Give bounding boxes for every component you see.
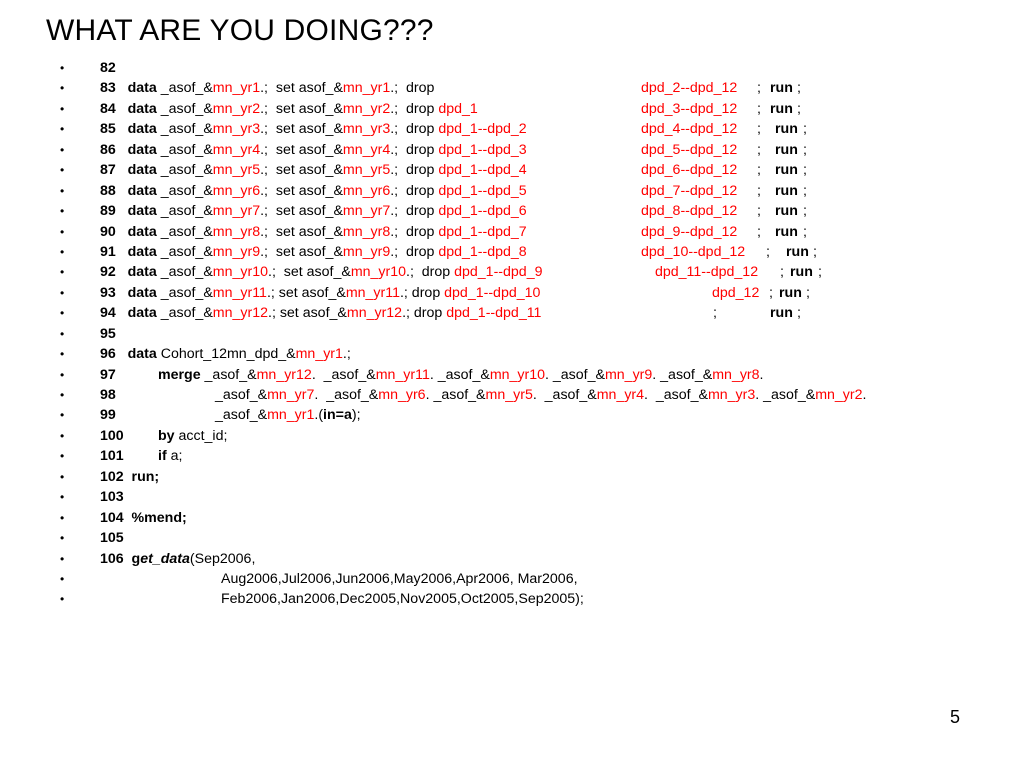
code-line xyxy=(0,222,1024,242)
bullet-icon: • xyxy=(60,490,65,505)
code-token: mn_yr8 xyxy=(712,366,760,383)
code-token: .; set asof_& xyxy=(260,182,343,199)
code-token: _asof_& xyxy=(156,305,213,322)
code-token: 88 xyxy=(100,182,128,199)
code-token: dpd_1--dpd_11 xyxy=(446,305,542,322)
code-token: .; drop xyxy=(390,141,439,158)
bullet-icon: • xyxy=(60,306,65,321)
code-token: data xyxy=(127,223,157,240)
code-token: dpd_1--dpd_6 xyxy=(438,203,527,220)
code-token: . _asof_& xyxy=(644,387,708,403)
code-token: .; drop xyxy=(390,162,439,179)
code-token: .; xyxy=(342,346,351,363)
code-token: 105 xyxy=(100,530,124,547)
code-line xyxy=(0,446,1024,466)
bullet-icon: • xyxy=(60,469,65,484)
code-token: data xyxy=(127,284,157,301)
code-token: mn_yr9 xyxy=(342,243,391,260)
code-token: 86 xyxy=(100,141,128,158)
code-token: mn_yr11 xyxy=(212,284,267,301)
code-token: .; drop xyxy=(399,284,445,301)
code-token: _asof_& xyxy=(215,387,268,403)
code-token: dpd_9--dpd_12 xyxy=(641,223,738,240)
code-line xyxy=(0,78,1024,98)
code-token: mn_yr5 xyxy=(212,162,261,179)
code-token: dpd_1--dpd_5 xyxy=(438,182,527,199)
code-line xyxy=(0,385,1024,405)
code-token: mn_yr1 xyxy=(267,407,315,424)
bullet-icon: • xyxy=(60,408,65,423)
bullet-icon: • xyxy=(60,163,65,178)
bullet-icon: • xyxy=(60,592,65,607)
code-token: dpd_6--dpd_12 xyxy=(641,162,738,179)
code-token: mn_yr7 xyxy=(267,387,315,403)
code-token: mn_yr5 xyxy=(342,162,391,179)
code-token: 98 xyxy=(100,387,116,403)
code-token: a; xyxy=(166,448,183,465)
code-token: run xyxy=(775,141,798,158)
code-token: dpd_10--dpd_12 xyxy=(641,243,746,260)
code-token: run xyxy=(775,121,798,138)
bullet-icon: • xyxy=(60,101,65,116)
code-token: mn_yr1 xyxy=(212,80,261,97)
code-token: mn_yr5 xyxy=(485,387,533,403)
code-token: mn_yr10 xyxy=(350,264,407,281)
code-token: ; xyxy=(818,264,822,281)
code-token: 83 xyxy=(100,80,128,97)
code-token: 82 xyxy=(100,60,116,76)
code-token: ; xyxy=(757,162,773,179)
code-token: 93 xyxy=(100,284,128,301)
bullet-icon: • xyxy=(60,285,65,300)
code-token: ; xyxy=(713,305,717,322)
code-token: dpd_11--dpd_12 xyxy=(655,264,759,281)
code-token: _asof_& xyxy=(200,366,257,383)
code-token: ; xyxy=(757,80,769,97)
code-token: _asof_& xyxy=(156,203,213,220)
code-token: 97 xyxy=(100,366,116,383)
code-token: mn_yr8 xyxy=(342,223,391,240)
code-line xyxy=(0,508,1024,528)
code-token: .; set asof_& xyxy=(260,141,343,158)
code-line xyxy=(0,324,1024,344)
code-line xyxy=(0,589,1024,609)
code-line xyxy=(0,487,1024,507)
code-token: 85 xyxy=(100,121,128,138)
code-token: data xyxy=(127,141,157,158)
code-token: .; set asof_& xyxy=(260,223,343,240)
code-token: data xyxy=(127,346,157,363)
code-token: Aug2006,Jul2006,Jun2006,May2006,Apr2006, Mar2006, xyxy=(221,570,578,587)
code-token: .; drop xyxy=(390,100,439,117)
bullet-icon: • xyxy=(60,204,65,219)
code-token: _asof_& xyxy=(156,223,213,240)
code-token: ; xyxy=(813,243,817,260)
bullet-icon: • xyxy=(60,347,65,362)
code-token: mn_yr8 xyxy=(212,223,261,240)
code-token: et_data xyxy=(140,550,190,567)
bullet-icon: • xyxy=(60,224,65,239)
code-token: ; xyxy=(757,121,773,138)
code-token: mn_yr6 xyxy=(378,387,426,403)
code-token: 106 g xyxy=(100,550,141,567)
code-token: in=a xyxy=(323,407,352,424)
code-token: .; set asof_& xyxy=(260,203,343,220)
code-token: mn_yr9 xyxy=(604,366,653,383)
code-token: ; xyxy=(797,80,801,97)
code-token: ; xyxy=(806,284,810,301)
bullet-icon: • xyxy=(60,428,65,443)
code-line xyxy=(0,262,1024,282)
bullet-icon: • xyxy=(60,388,65,402)
code-token: 103 xyxy=(100,489,124,506)
code-token: data xyxy=(127,182,157,199)
code-token: . _asof_& xyxy=(314,387,379,403)
code-line xyxy=(0,119,1024,139)
code-token: dpd_1--dpd_10 xyxy=(444,284,541,301)
code-token: dpd_4--dpd_12 xyxy=(641,121,738,138)
code-token: .; drop xyxy=(406,264,455,281)
code-line xyxy=(0,242,1024,262)
code-token: ; xyxy=(757,141,773,158)
code-token: .; set asof_& xyxy=(260,162,343,179)
code-line xyxy=(0,405,1024,425)
code-token: .; set asof_& xyxy=(268,305,347,322)
code-token: dpd_1--dpd_7 xyxy=(438,223,527,240)
code-token: ; xyxy=(797,305,801,322)
code-token: data xyxy=(127,80,157,97)
code-token: . _asof_& xyxy=(652,366,713,383)
code-token: mn_yr4 xyxy=(596,387,645,403)
code-token: 94 xyxy=(100,305,128,322)
code-token: ; xyxy=(803,162,807,179)
bullet-icon: • xyxy=(60,326,65,341)
code-token: data xyxy=(127,264,157,281)
code-token: 102 run; xyxy=(100,468,160,485)
code-token: dpd_1 xyxy=(438,100,478,117)
code-token: dpd_7--dpd_12 xyxy=(641,182,738,199)
code-token: mn_yr10 xyxy=(489,366,546,383)
code-token: run xyxy=(770,305,793,322)
code-token: .; drop xyxy=(390,203,439,220)
code-token: _asof_& xyxy=(156,284,213,301)
code-token: .; set asof_& xyxy=(266,284,346,301)
code-token: . _asof_& xyxy=(755,387,816,403)
code-token: .; drop xyxy=(390,80,435,97)
code-token: . _asof_& xyxy=(532,387,597,403)
code-token: mn_yr6 xyxy=(212,182,261,199)
code-token: _asof_& xyxy=(156,243,213,260)
code-token: . xyxy=(862,387,867,403)
bullet-icon: • xyxy=(60,61,65,75)
code-token: dpd_8--dpd_12 xyxy=(641,203,738,220)
code-token: run xyxy=(775,162,798,179)
code-token: by xyxy=(158,427,175,444)
code-line xyxy=(0,181,1024,201)
code-token: ; xyxy=(769,284,777,301)
code-token: Cohort_12mn_dpd_& xyxy=(156,346,296,363)
bullet-icon: • xyxy=(60,81,65,96)
code-token: 100 xyxy=(100,427,124,444)
code-token: if xyxy=(158,448,167,465)
code-token: mn_yr12 xyxy=(212,305,268,322)
code-token: mn_yr2 xyxy=(212,100,261,117)
code-token: run xyxy=(775,182,798,199)
code-line xyxy=(0,303,1024,323)
code-token: .( xyxy=(314,407,324,424)
code-token: dpd_2--dpd_12 xyxy=(641,80,738,97)
bullet-icon: • xyxy=(60,265,65,280)
code-token: .; set asof_& xyxy=(260,80,343,97)
code-token: dpd_1--dpd_4 xyxy=(438,162,527,179)
code-token: data xyxy=(127,162,157,179)
code-token: _asof_& xyxy=(215,407,268,424)
code-token: mn_yr3 xyxy=(707,387,756,403)
code-line xyxy=(0,365,1024,385)
code-token: 92 xyxy=(100,264,128,281)
code-token: .; set asof_& xyxy=(260,121,343,138)
code-token: mn_yr2 xyxy=(342,100,391,117)
code-listing xyxy=(0,58,1024,610)
code-token: 87 xyxy=(100,162,128,179)
bullet-icon: • xyxy=(60,183,65,198)
code-token: 90 xyxy=(100,223,128,240)
code-token: ; xyxy=(797,100,801,117)
code-token: ; xyxy=(766,243,782,260)
code-token: .; set asof_& xyxy=(260,243,343,260)
code-line xyxy=(0,140,1024,160)
code-token: dpd_1--dpd_8 xyxy=(438,243,527,260)
code-token: dpd_12 xyxy=(712,284,760,301)
code-token: 96 xyxy=(100,346,128,363)
code-token: _asof_& xyxy=(156,182,213,199)
code-token: .; drop xyxy=(390,243,439,260)
code-token: ; xyxy=(757,100,769,117)
code-line xyxy=(0,58,1024,78)
code-token: .; set asof_& xyxy=(268,264,351,281)
code-token: .; drop xyxy=(390,223,439,240)
code-token: data xyxy=(127,305,157,322)
code-token: _asof_& xyxy=(156,100,213,117)
bullet-icon: • xyxy=(60,449,65,464)
code-line xyxy=(0,201,1024,221)
code-token: mn_yr9 xyxy=(212,243,261,260)
code-token: Feb2006,Jan2006,Dec2005,Nov2005,Oct2005,Sep2005); xyxy=(221,591,584,608)
code-token: mn_yr10 xyxy=(212,264,268,281)
code-token: _asof_& xyxy=(156,264,213,281)
code-token: data xyxy=(127,121,157,138)
code-line xyxy=(0,569,1024,589)
code-token: .; drop xyxy=(390,121,439,138)
code-token: dpd_1--dpd_2 xyxy=(438,121,527,138)
code-token: mn_yr7 xyxy=(342,203,391,220)
code-token: ; xyxy=(757,182,773,199)
code-token: data xyxy=(127,100,157,117)
code-token: run xyxy=(775,223,798,240)
code-token: 95 xyxy=(100,325,116,342)
code-token: mn_yr12 xyxy=(346,305,403,322)
code-token: dpd_3--dpd_12 xyxy=(641,100,738,117)
code-token: mn_yr7 xyxy=(212,203,261,220)
code-token: run xyxy=(775,203,798,220)
code-token: dpd_1--dpd_3 xyxy=(438,141,527,158)
code-line xyxy=(0,283,1024,303)
code-token: _asof_& xyxy=(156,80,213,97)
code-token: run xyxy=(770,80,793,97)
code-token: 99 xyxy=(100,407,116,424)
code-token: dpd_5--dpd_12 xyxy=(641,141,738,158)
code-token: . _asof_& xyxy=(311,366,376,383)
bullet-icon: • xyxy=(60,122,65,137)
code-line xyxy=(0,99,1024,119)
code-token: ; xyxy=(780,264,788,281)
code-token: .; drop xyxy=(402,305,447,322)
code-line xyxy=(0,344,1024,364)
code-token: .; set asof_& xyxy=(260,100,343,117)
code-token: ; xyxy=(757,223,773,240)
code-token: mn_yr1 xyxy=(342,80,391,97)
code-token: data xyxy=(127,203,157,220)
code-token: mn_yr3 xyxy=(212,121,261,138)
bullet-icon: • xyxy=(60,244,65,259)
code-token: 89 xyxy=(100,203,128,220)
code-token: ; xyxy=(803,182,807,199)
code-token: mn_yr11 xyxy=(375,366,430,383)
code-line xyxy=(0,160,1024,180)
code-token: ; xyxy=(757,203,773,220)
code-token: mn_yr2 xyxy=(815,387,863,403)
code-line xyxy=(0,528,1024,548)
code-token: merge xyxy=(158,366,201,383)
code-token: .; drop xyxy=(390,182,439,199)
page-number: 5 xyxy=(950,707,961,727)
code-token: 91 xyxy=(100,243,128,260)
bullet-icon: • xyxy=(60,571,65,586)
code-token: 101 xyxy=(100,448,124,465)
bullet-icon: • xyxy=(60,551,65,566)
code-token: run xyxy=(786,243,809,260)
code-line xyxy=(0,426,1024,446)
bullet-icon: • xyxy=(60,367,65,382)
code-token: run xyxy=(790,264,813,281)
code-token: . xyxy=(759,366,764,383)
code-token: mn_yr4 xyxy=(212,141,261,158)
code-token: (Sep2006, xyxy=(189,550,256,567)
slide-title: WHAT ARE YOU DOING??? xyxy=(46,14,434,47)
code-token: . _asof_& xyxy=(545,366,605,383)
code-token: . _asof_& xyxy=(425,387,486,403)
bullet-icon: • xyxy=(60,142,65,157)
code-token: acct_id; xyxy=(174,427,228,444)
code-token: mn_yr12 xyxy=(256,366,312,383)
code-token: ; xyxy=(803,223,807,240)
code-line xyxy=(0,549,1024,569)
code-token: mn_yr1 xyxy=(295,346,343,363)
code-token: ); xyxy=(351,407,361,424)
code-token: 84 xyxy=(100,100,128,117)
code-token: _asof_& xyxy=(156,121,213,138)
code-token: . _asof_& xyxy=(429,366,490,383)
code-token: ; xyxy=(803,121,807,138)
code-token: _asof_& xyxy=(156,162,213,179)
code-token: mn_yr6 xyxy=(342,182,391,199)
code-token: run xyxy=(779,284,802,301)
code-line xyxy=(0,467,1024,487)
bullet-icon: • xyxy=(60,531,65,546)
code-token: mn_yr11 xyxy=(345,284,400,301)
code-token: 104 %mend; xyxy=(100,509,187,526)
code-token: mn_yr4 xyxy=(342,141,391,158)
code-token: ; xyxy=(803,141,807,158)
code-token: _asof_& xyxy=(156,141,213,158)
code-token: run xyxy=(770,100,793,117)
code-token: mn_yr3 xyxy=(342,121,391,138)
code-token: data xyxy=(127,243,157,260)
bullet-icon: • xyxy=(60,510,65,525)
code-token: ; xyxy=(803,203,807,220)
code-token: dpd_1--dpd_9 xyxy=(454,264,543,281)
